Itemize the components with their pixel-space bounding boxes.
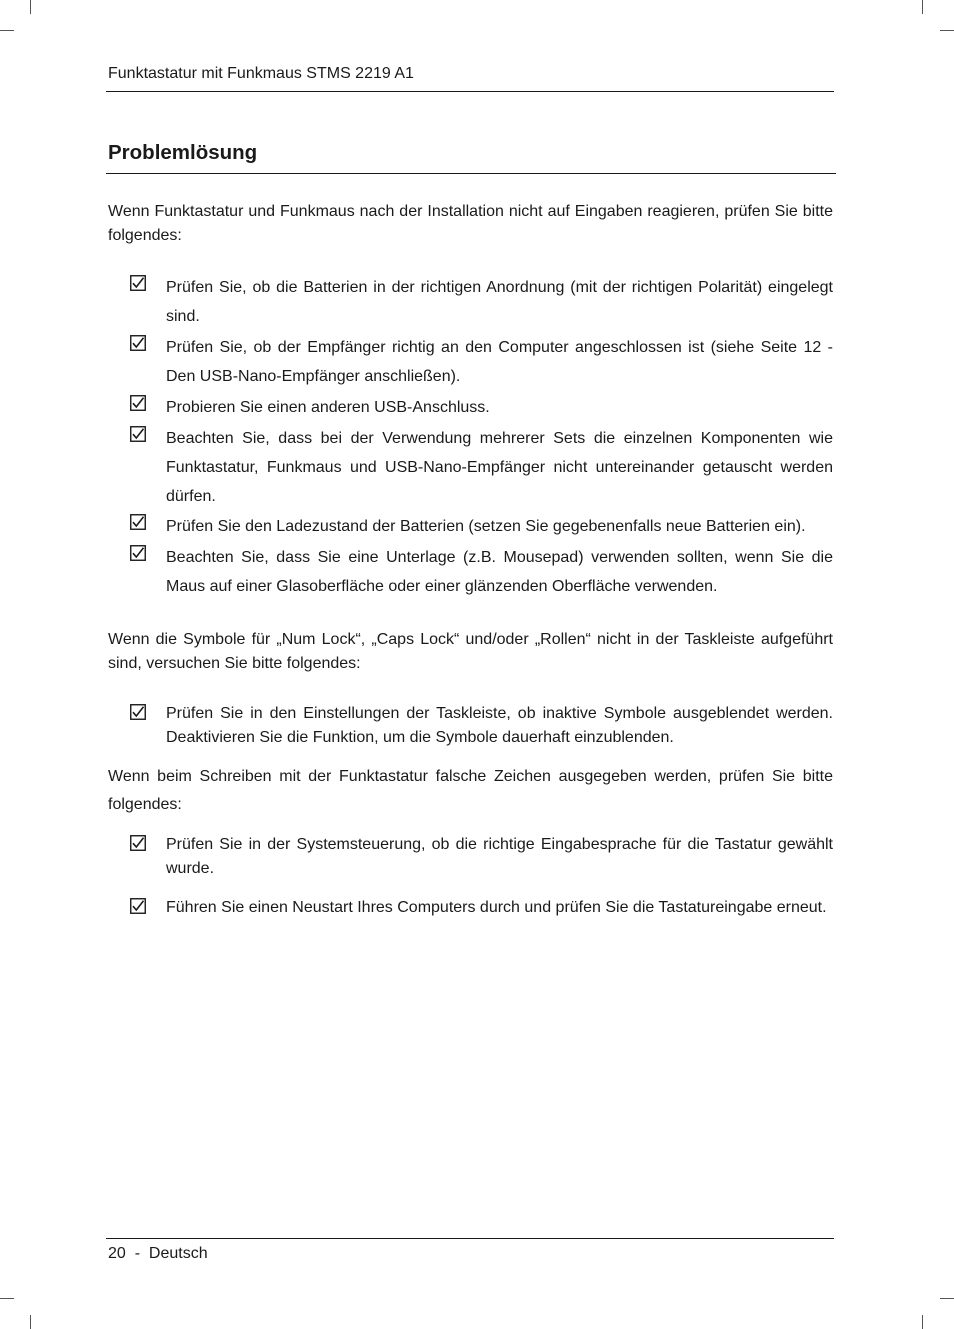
checklist-item-text: Prüfen Sie in den Einstellungen der Taskleiste, ob inaktive Symbole ausgeblendet werden. Deaktivieren Sie die Funktion, um die Symbole dauerhaft einzublenden. [166,705,833,746]
checklist-item [130,896,833,920]
checked-box-icon [130,704,146,720]
checked-box-icon [130,898,146,914]
checklist-item-text: Prüfen Sie, ob die Batterien in der richtigen Anordnung (mit der richtigen Polarität) eingelegt sind. [166,279,833,325]
checklist-item-text: Beachten Sie, dass Sie eine Unterlage (z.B. Mousepad) verwenden sollten, wenn Sie die Maus auf einer Glasoberfläche oder einer glänzenden Oberfläche verwenden. [166,549,833,595]
crop-mark [940,1298,954,1299]
intro-paragraph: Wenn die Symbole für „Num Lock“, „Caps Lock“ und/oder „Rollen“ nicht in der Taskleiste aufgeführt sind, versuchen Sie bitte folgendes: [108,631,833,672]
checklist-item-text: Beachten Sie, dass bei der Verwendung mehrerer Sets die einzelnen Komponenten wie Funktastatur, Funkmaus und USB-Nano-Empfänger nicht untereinander getauscht werden dürfen. [166,430,833,505]
checklist-item [130,333,833,391]
crop-mark [922,1315,923,1329]
intro-paragraph: Wenn Funktastatur und Funkmaus nach der Installation nicht auf Eingaben reagieren, prüfen Sie bitte folgendes: [108,203,833,244]
checklist-item-text: Prüfen Sie den Ladezustand der Batterien (setzen Sie gegebenenfalls neue Batterien ein). [166,518,806,535]
page-footer: 20 - Deutsch [108,1245,208,1262]
checked-box-icon [130,395,146,411]
checklist-item [130,543,833,601]
checklist-item-text: Probieren Sie einen anderen USB-Anschluss. [166,399,490,416]
running-header: Funktastatur mit Funkmaus STMS 2219 A1 [108,65,414,82]
section-title: Problemlösung [108,141,258,164]
checklist-item-text: Prüfen Sie in der Systemsteuerung, ob die richtige Eingabesprache für die Tastatur gewählt wurde. [166,836,833,877]
footer-rule [106,1238,834,1239]
checklist-item [130,273,833,331]
checklist-item [130,702,833,750]
crop-mark [30,0,31,14]
checklist-item [130,393,833,422]
crop-mark [922,0,923,14]
checklist-item [130,512,833,541]
crop-mark [0,30,14,31]
checklist-item-text: Prüfen Sie, ob der Empfänger richtig an den Computer angeschlossen ist (siehe Seite 12 - Den USB-Nano-Empfänger anschließen). [166,339,833,385]
crop-mark [940,30,954,31]
checklist-item [130,424,833,511]
checked-box-icon [130,835,146,851]
title-rule [106,173,836,174]
checked-box-icon [130,275,146,291]
checked-box-icon [130,514,146,530]
crop-mark [0,1298,14,1299]
crop-mark [30,1315,31,1329]
checklist-item-text: Führen Sie einen Neustart Ihres Computers durch und prüfen Sie die Tastatureingabe erneut. [166,899,827,916]
checklist-item [130,833,833,881]
checked-box-icon [130,545,146,561]
checked-box-icon [130,335,146,351]
checked-box-icon [130,426,146,442]
intro-paragraph: Wenn beim Schreiben mit der Funktastatur falsche Zeichen ausgegeben werden, prüfen Sie bitte folgendes: [108,768,833,813]
header-rule [106,91,834,92]
